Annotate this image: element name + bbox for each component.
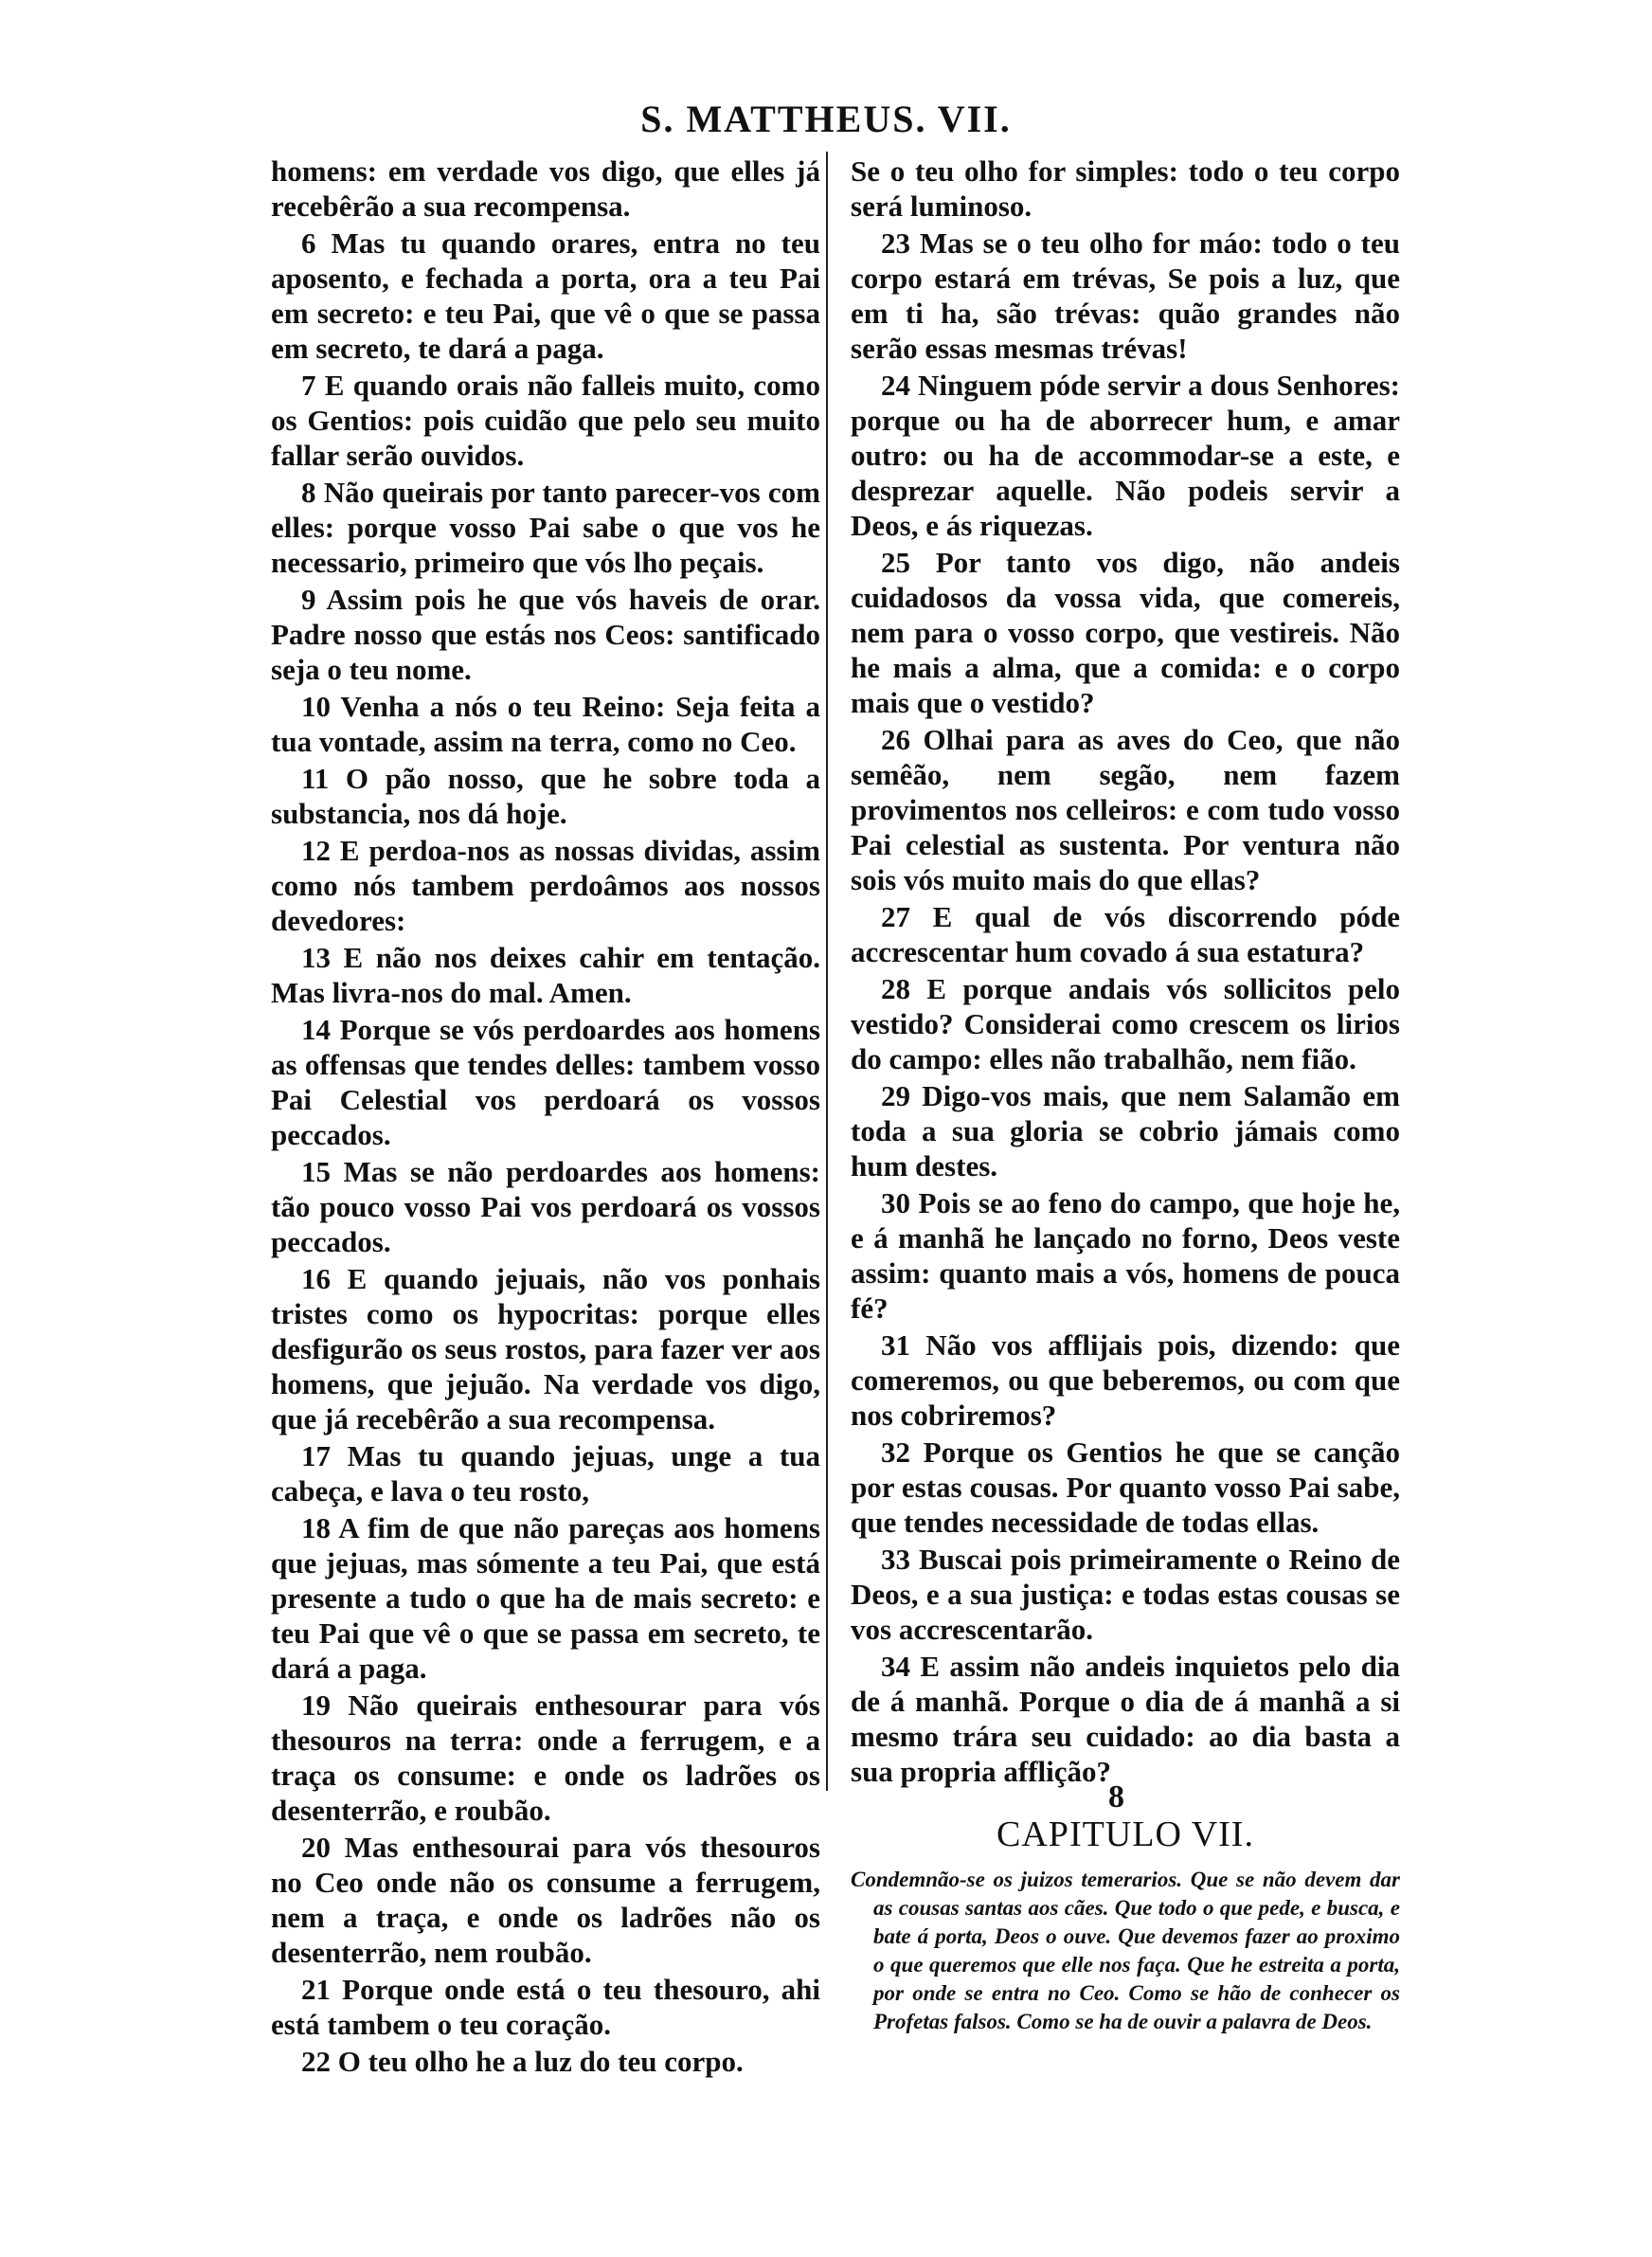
verse-paragraph: Se o teu olho for simples: todo o teu corpo será luminoso.: [851, 154, 1400, 223]
verse-paragraph: 10 Venha a nós o teu Reino: Seja feita a tua vontade, assim na terra, como no Ceo.: [271, 690, 820, 758]
signature-mark: 8: [1108, 1779, 1124, 1815]
chapter-title: CAPITULO VII.: [997, 1815, 1254, 1854]
verse-paragraph: 31 Não vos afflijais pois, dizendo: que comeremos, ou que beberemos, ou com que nos cobriremos?: [851, 1328, 1400, 1432]
verse-paragraph: 19 Não queirais enthesourar para vós thesouros na terra: onde a ferrugem, e a traça os consume: e onde os ladrões os desenterrão, e roubão.: [271, 1688, 820, 1827]
verse-paragraph: 7 E quando orais não falleis muito, como os Gentios: pois cuidão que pelo seu muito fallar serão ouvidos.: [271, 369, 820, 472]
verse-paragraph: 8 Não queirais por tanto parecer-vos com elles: porque vosso Pai sabe o que vos he necessario, primeiro que vós lho peçais.: [271, 476, 820, 579]
verse-paragraph: 17 Mas tu quando jejuas, unge a tua cabeça, e lava o teu rosto,: [271, 1439, 820, 1508]
verse-paragraph: 22 O teu olho he a luz do teu corpo.: [301, 2045, 744, 2078]
chapter-summary: Condemnão-se os juizos temerarios. Que se não devem dar as cousas santas aos cães. Que todo o que pede, e busca, e bate á porta, Deos o ouve. Que devemos fazer ao proximo o que queremos que elle nos faça. Que he estreita a porta, por onde se entra no Ceo. Como se hão de conhecer os Profetas falsos. Como se ha de ouvir a palavra de Deos.: [851, 1868, 1400, 2033]
verse-paragraph: 15 Mas se não perdoardes aos homens: tão pouco vosso Pai vos perdoará os vossos peccados.: [271, 1155, 820, 1258]
verse-paragraph: 6 Mas tu quando orares, entra no teu aposento, e fechada a porta, ora a teu Pai em secreto: e teu Pai, que vê o que se passa em secreto, te dará a paga.: [271, 226, 820, 365]
verse-paragraph: 18 A fim de que não pareças aos homens que jejuas, mas sómente a teu Pai, que está presente a tudo o que ha de mais secreto: e teu Pai que vê o que se passa em secreto, te dará a paga.: [271, 1511, 820, 1685]
verse-paragraph: 28 E porque andais vós sollicitos pelo vestido? Considerai como crescem os lirios do campo: elles não trabalhão, nem fião.: [851, 972, 1400, 1075]
verse-paragraph: 29 Digo-vos mais, que nem Salamão em toda a sua gloria se cobrio jámais como hum destes.: [851, 1079, 1400, 1183]
verse-paragraph: homens: em verdade vos digo, que elles já recebêrão a sua recompensa.: [271, 154, 820, 223]
verse-paragraph: 12 E perdoa-nos as nossas dividas, assim como nós tambem perdoâmos aos nossos devedores:: [271, 834, 820, 937]
verse-paragraph: 25 Por tanto vos digo, não andeis cuidadosos da vossa vida, que comereis, nem para o vosso corpo, que vestireis. Não he mais a alma, que a comida: e o corpo mais que o vestido?: [851, 546, 1400, 719]
verse-paragraph: 34 E assim não andeis inquietos pelo dia de á manhã. Porque o dia de á manhã a si mesmo trára seu cuidado: ao dia basta a sua propria afflição?: [851, 1650, 1400, 1788]
right-column: [851, 153, 1400, 2036]
left-column: [271, 153, 820, 2081]
verse-paragraph: 24 Ninguem póde servir a dous Senhores: porque ou ha de aborrecer hum, e amar outro: ou ha de accommodar-se a este, e desprezar aquelle. Não podeis servir a Deos, e ás riquezas.: [851, 369, 1400, 542]
verse-paragraph: 20 Mas enthesourai para vós thesouros no Ceo onde não os consume a ferrugem, nem a traça, e onde os ladrões não os desenterrão, nem roubão.: [271, 1831, 820, 1969]
right-column-verses: [851, 153, 1400, 1789]
verse-paragraph: 26 Olhai para as aves do Ceo, que não semêão, nem segão, nem fazem provimentos nos celleiros: e com tudo vosso Pai celestial as sustenta. Por ventura não sois vós muito mais do que ellas?: [851, 723, 1400, 896]
verse-paragraph: 27 E qual de vós discorrendo póde accrescentar hum covado á sua estatura?: [851, 900, 1400, 968]
verse-paragraph: 30 Pois se ao feno do campo, que hoje he, e á manhã he lançado no forno, Deos veste assim: quanto mais a vós, homens de pouca fé?: [851, 1186, 1400, 1325]
verse-paragraph: 13 E não nos deixes cahir em tentação. Mas livra-nos do mal. Amen.: [271, 941, 820, 1009]
verse-paragraph: 14 Porque se vós perdoardes aos homens as offensas que tendes delles: tambem vosso Pai Celestial vos perdoará os vossos peccados.: [271, 1013, 820, 1151]
verse-paragraph: 23 Mas se o teu olho for máo: todo o teu corpo estará em trévas, Se pois a luz, que em ti ha, são trévas: quão grandes não serão essas mesmas trévas!: [851, 226, 1400, 365]
verse-paragraph: 21 Porque onde está o teu thesouro, ahi está tambem o teu coração.: [271, 1973, 820, 2041]
verse-paragraph: 32 Porque os Gentios he que se canção por estas cousas. Por quanto vosso Pai sabe, que tendes necessidade de todas ellas.: [851, 1435, 1400, 1539]
column-divider: [826, 152, 828, 1791]
running-header: S. MATTHEUS. VII.: [640, 98, 1012, 140]
verse-paragraph: 33 Buscai pois primeiramente o Reino de Deos, e a sua justiça: e todas estas cousas se vos accrescentarão.: [851, 1543, 1400, 1646]
verse-paragraph: 16 E quando jejuais, não vos ponhais tristes como os hypocritas: porque elles desfigurão os seus rostos, para fazer ver aos homens, que jejuão. Na verdade vos digo, que já recebêrão a sua recompensa.: [271, 1262, 820, 1435]
verse-paragraph: 11 O pão nosso, que he sobre toda a substancia, nos dá hoje.: [271, 762, 820, 830]
verse-paragraph: 9 Assim pois he que vós haveis de orar. Padre nosso que estás nos Ceos: santificado seja o teu nome.: [271, 583, 820, 686]
